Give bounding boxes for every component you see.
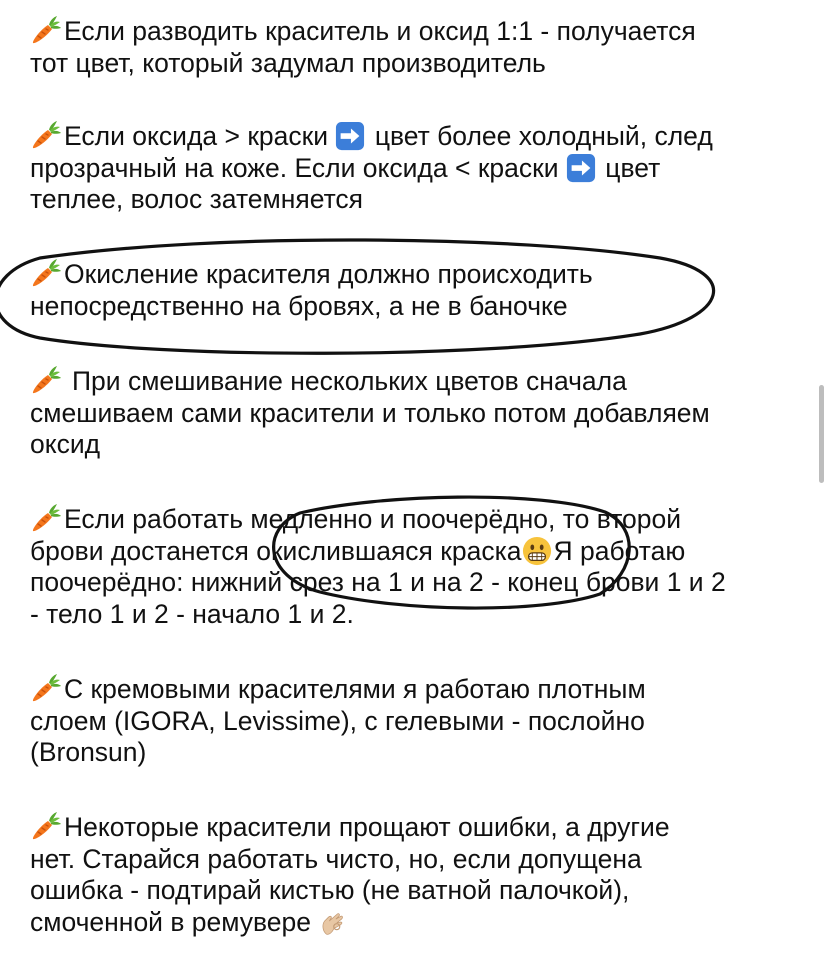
carrot-icon <box>30 119 62 151</box>
tip-text: Если работать медленно и поочерёдно, то второй <box>64 504 682 534</box>
tip-text: При смешивание нескольких цветов сначала <box>72 366 627 396</box>
scrollbar[interactable] <box>819 385 824 483</box>
tip-text: ошибка - подтирай кистью (не ватной палочкой), <box>30 875 630 905</box>
tip-text: смешиваем сами красители и только потом добавляем <box>30 397 710 428</box>
tip-text: Некоторые красители прощают ошибки, а другие <box>64 812 670 842</box>
carrot-icon <box>30 672 62 704</box>
carrot-icon <box>30 14 62 46</box>
tip-item <box>30 672 810 769</box>
tip-item <box>30 810 810 938</box>
tip-text: цвет более холодный, след <box>374 121 713 151</box>
tip-item <box>30 14 810 79</box>
tip-item <box>30 119 810 216</box>
tip-text: оксид <box>30 429 101 459</box>
tip-text: Окисление красителя должно происходить <box>64 259 593 289</box>
carrot-icon <box>30 364 62 396</box>
tip-text: прозрачный на коже. Если оксида < краски <box>30 152 559 183</box>
tip-text: цвет <box>605 152 661 183</box>
tip-text: нет. Старайся работать чисто, но, если допущена <box>30 843 642 874</box>
tip-item <box>30 364 810 461</box>
carrot-icon <box>30 810 62 842</box>
tip-text: тот цвет, который задумал производитель <box>30 47 546 78</box>
ok-hand-icon <box>318 907 348 937</box>
tip-text: теплее, волос затемняется <box>30 184 364 214</box>
right-arrow-icon <box>566 153 596 183</box>
tip-text: Я работаю <box>553 535 686 566</box>
tip-item <box>30 502 810 630</box>
tip-text: поочерёдно: нижний срез на 1 и на 2 - конец брови 1 и 2 <box>30 567 726 597</box>
carrot-icon <box>30 502 62 534</box>
tip-text: (Bronsun) <box>30 737 147 767</box>
carrot-icon <box>30 257 62 289</box>
tip-text: Если оксида > краски <box>64 121 329 151</box>
grimacing-face-icon <box>522 536 552 566</box>
tip-text: С кремовыми красителями я работаю плотным <box>64 674 646 704</box>
tip-text: брови достанется окислившаяся краска <box>30 535 522 566</box>
tip-item <box>30 257 810 322</box>
tip-text: непосредственно на бровях, а не в баночке <box>30 290 568 321</box>
tip-text: - тело 1 и 2 - начало 1 и 2. <box>30 598 354 629</box>
tip-text: Если разводить краситель и оксид 1:1 - получается <box>64 16 696 46</box>
tip-text: слоем (IGORA, Levissime), с гелевыми - послойно <box>30 705 645 736</box>
tip-text: смоченной в ремувере <box>30 906 312 937</box>
right-arrow-icon <box>335 121 365 151</box>
